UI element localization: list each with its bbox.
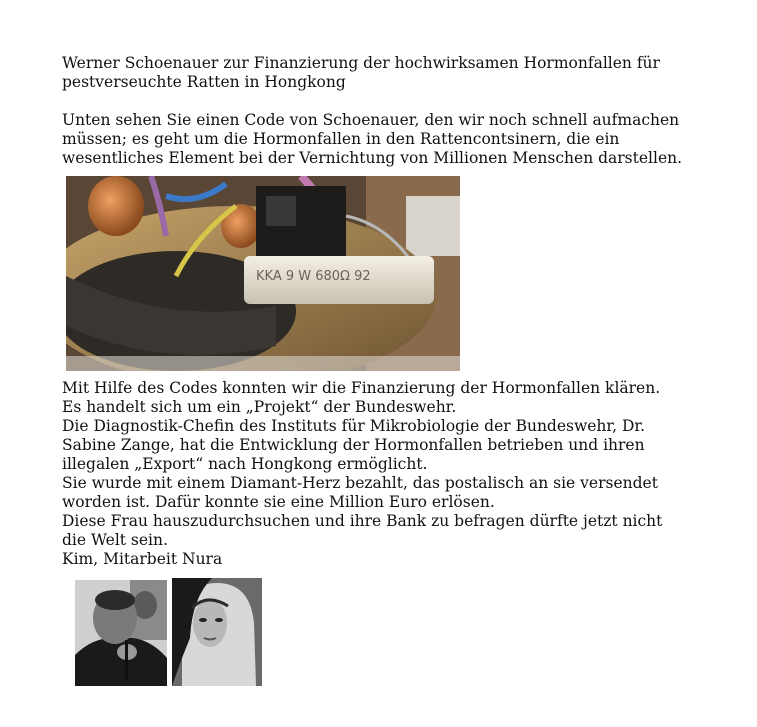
- body-line: illegalen „Export“ nach Hongkong ermöglicht.: [62, 455, 428, 473]
- body-line: Sie wurde mit einem Diamant-Herz bezahlt, das postalisch an sie versendet: [62, 474, 658, 492]
- body-line: worden ist. Dafür konnte sie eine Million Euro erlösen.: [62, 493, 495, 511]
- body-line: Es handelt sich um ein „Projekt“ der Bundeswehr.: [62, 398, 457, 416]
- paragraph-gap: [62, 92, 742, 111]
- resistor-label: KKA 9 W 680Ω 92: [256, 269, 371, 284]
- portrait-woman-photo: [172, 578, 262, 686]
- resistor-photo: [66, 176, 460, 371]
- body-line: Sabine Zange, hat die Entwicklung der Hormonfallen betrieben und ihren: [62, 436, 645, 454]
- intro-line-1: Unten sehen Sie einen Code von Schoenauer, den wir noch schnell aufmachen: [62, 111, 680, 129]
- body-line: Diese Frau hauszudurchsuchen und ihre Bank zu befragen dürfte jetzt nicht: [62, 512, 663, 530]
- body-line: die Welt sein.: [62, 531, 168, 549]
- document-body-lower: [62, 379, 752, 569]
- portrait-man-photo: [75, 580, 167, 686]
- title-line-2: pestverseuchte Ratten in Hongkong: [62, 73, 346, 91]
- body-line: Mit Hilfe des Codes konnten wir die Finanzierung der Hormonfallen klären.: [62, 379, 661, 397]
- signature: Kim, Mitarbeit Nura: [62, 550, 223, 568]
- intro-line-2: müssen; es geht um die Hormonfallen in den Rattencontsinern, die ein: [62, 130, 620, 148]
- body-line: Die Diagnostik-Chefin des Instituts für Mikrobiologie der Bundeswehr, Dr.: [62, 417, 646, 435]
- document-body: [62, 54, 742, 168]
- intro-line-3: wesentliches Element bei der Vernichtung von Millionen Menschen darstellen.: [62, 149, 683, 167]
- title-line-1: Werner Schoenauer zur Finanzierung der hochwirksamen Hormonfallen für: [62, 54, 660, 72]
